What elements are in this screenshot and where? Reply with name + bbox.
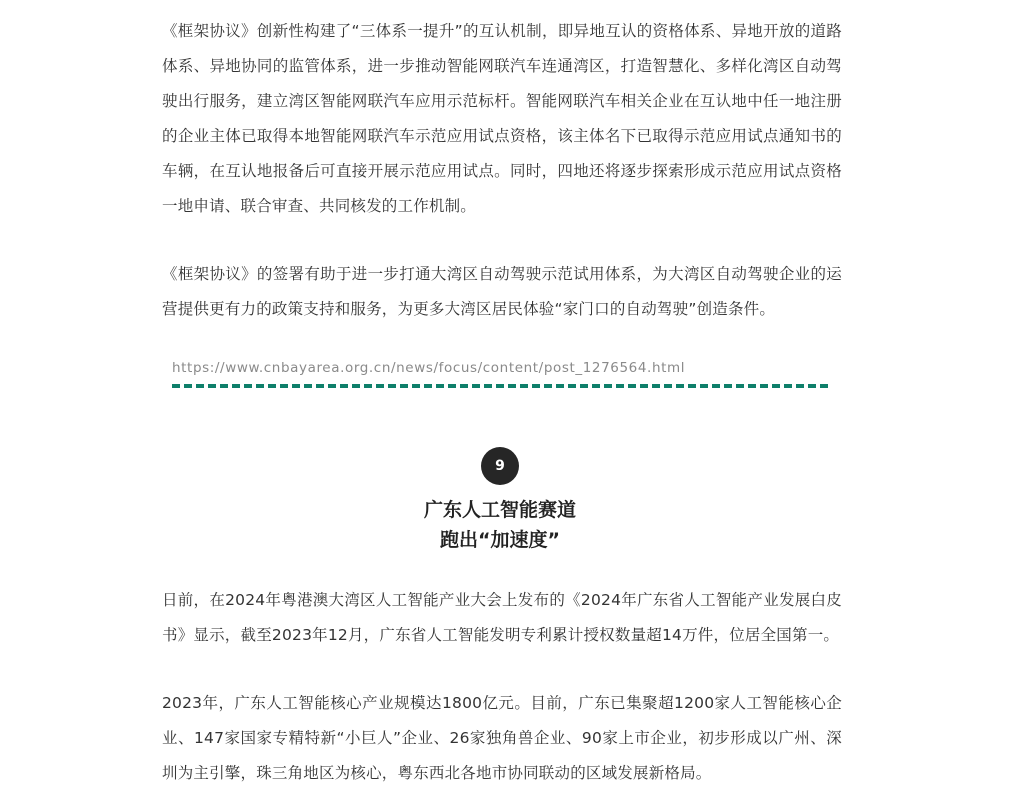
section-title bbox=[300, 495, 700, 555]
article-body-bottom bbox=[162, 583, 842, 791]
article-body-top bbox=[162, 14, 842, 327]
paragraph-framework-significance: 《框架协议》的签署有助于进一步打通大湾区自动驾驶示范试用体系，为大湾区自动驾驶企业的运营提供更有力的政策支持和服务，为更多大湾区居民体验“家门口的自动驾驶”创造条件。 bbox=[162, 265, 842, 318]
section-title-line-1: 广东人工智能赛道 bbox=[423, 499, 576, 521]
dashed-divider bbox=[172, 384, 830, 388]
section-title-line-2: 跑出“加速度” bbox=[440, 529, 560, 551]
paragraph-ai-industry-scale: 2023年，广东人工智能核心产业规模达1800亿元。目前，广东已集聚超1200家人工智能核心企业、147家国家专精特新“小巨人”企业、26家独角兽企业、90家上市企业，初步形成以广州、深圳为主引擎，珠三角地区为核心，粤东西北各地市协同联动的区域发展新格局。 bbox=[162, 694, 842, 782]
paragraph-spacer bbox=[162, 224, 842, 257]
paragraph-spacer bbox=[162, 653, 842, 686]
paragraph-ai-patents: 日前，在2024年粤港澳大湾区人工智能产业大会上发布的《2024年广东省人工智能产业发展白皮书》显示，截至2023年12月，广东省人工智能发明专利累计授权数量超14万件，位居全国第一。 bbox=[162, 591, 842, 644]
source-link-block bbox=[172, 356, 832, 388]
source-url-link[interactable]: https://www.cnbayarea.org.cn/news/focus/content/post_1276564.html bbox=[172, 360, 686, 376]
paragraph-framework-mechanism: 《框架协议》创新性构建了“三体系一提升”的互认机制，即异地互认的资格体系、异地开放的道路体系、异地协同的监管体系，进一步推动智能网联汽车连通湾区，打造智慧化、多样化湾区自动驾驶出行服务，建立湾区智能网联汽车应用示范标杆。智能网联汽车相关企业在互认地中任一地注册的企业主体已取得本地智能网联汽车示范应用试点资格，该主体名下已取得示范应用试点通知书的车辆，在互认地报备后可直接开展示范应用试点。同时，四地还将逐步探索形成示范应用试点资格一地申请、联合审查、共同核发的工作机制。 bbox=[162, 22, 842, 215]
section-number-badge: 9 bbox=[481, 447, 519, 485]
